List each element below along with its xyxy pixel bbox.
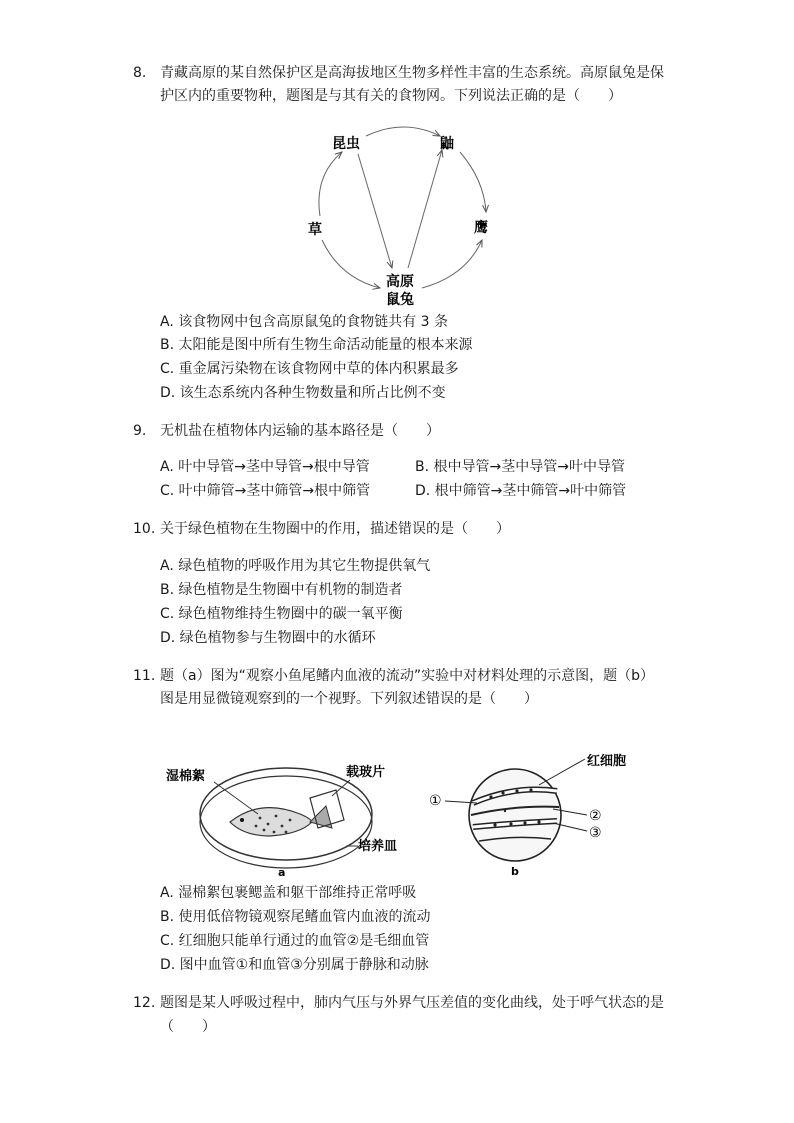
q10-option-a: A. 绿色植物的呼吸作用为其它生物提供氧气: [160, 558, 431, 574]
label-cotton: 湿棉絮: [166, 769, 206, 784]
label-a: a: [278, 866, 286, 879]
q8-stem-line2: 护区内的重要物种，题图是与其有关的食物网。下列说法正确的是（ ）: [160, 88, 622, 104]
leader-slide: [332, 780, 350, 796]
arrow-insect-weasel: [366, 127, 440, 136]
q11-number: 11.: [133, 668, 156, 684]
q9-option-a: A. 叶中导管→茎中导管→根中导管: [160, 459, 370, 475]
q10-number: 10.: [133, 521, 156, 537]
q9-option-c: C. 叶中筛管→茎中筛管→根中筛管: [160, 483, 371, 499]
q11-stem-line2: 图是用显微镜观察到的一个视野。下列叙述错误的是（ ）: [160, 691, 538, 707]
q8-option-a: A. 该食物网中包含高原鼠兔的食物链共有 3 条: [160, 314, 449, 330]
arrow-insect-pika: [358, 154, 392, 268]
node-eagle: 鹰: [474, 220, 488, 236]
label-vessel-1: ①: [429, 793, 442, 809]
node-insect: 昆虫: [332, 136, 360, 152]
q9-option-b: B. 根中导管→茎中导管→叶中导管: [415, 459, 625, 475]
arrow-pika-weasel: [408, 150, 442, 268]
label-slide: 载玻片: [346, 765, 386, 780]
arrow-pika-eagle: [422, 240, 482, 288]
node-pika-line1: 高原: [386, 274, 414, 290]
q10-option-b: B. 绿色植物是生物圈中有机物的制造者: [160, 582, 403, 598]
figure-a-petri-dish: [160, 748, 410, 880]
arrow-grass-pika: [322, 240, 380, 288]
arrow-weasel-eagle: [460, 152, 486, 212]
fish-eye: [240, 818, 244, 822]
q11-option-a: A. 湿棉絮包裹鳃盖和躯干部维持正常呼吸: [160, 885, 417, 901]
q12-number: 12.: [133, 995, 156, 1011]
food-web-diagram: [300, 118, 510, 310]
q8-stem-line1: 青藏高原的某自然保护区是高海拔地区生物多样性丰富的生态系统。高原鼠兔是保: [160, 65, 664, 81]
q9-option-d: D. 根中筛管→茎中筛管→叶中筛管: [415, 483, 627, 499]
q11-option-b: B. 使用低倍物镜观察尾鳍血管内血液的流动: [160, 909, 431, 925]
q10-option-c: C. 绿色植物维持生物圈中的碳一氧平衡: [160, 606, 403, 622]
arrow-grass-insect: [319, 152, 342, 216]
label-rbc: 红细胞: [587, 754, 627, 769]
node-grass: 草: [308, 222, 322, 238]
figure-b-microscope-field: [425, 745, 665, 880]
label-vessel-2: ②: [589, 808, 602, 824]
q8-option-c: C. 重金属污染物在该食物网中草的体内积累最多: [160, 361, 459, 377]
label-dish: 培养皿: [358, 839, 398, 854]
q12-stem-line2: （ ）: [160, 1019, 216, 1035]
field-of-view: [469, 769, 561, 861]
leader-rbc: [539, 759, 585, 785]
q11-option-c: C. 红细胞只能单行通过的血管②是毛细血管: [160, 933, 430, 949]
leader-cotton: [214, 782, 258, 814]
q8-number: 8.: [133, 65, 147, 81]
q11-stem-line1: 题（a）图为“观察小鱼尾鳍内血液的流动”实验中对材料处理的示意图，题（b）: [160, 668, 654, 684]
q8-option-d: D. 该生态系统内各种生物数量和所占比例不变: [160, 385, 446, 401]
q9-stem: 无机盐在植物体内运输的基本路径是（ ）: [160, 423, 440, 439]
label-vessel-3: ③: [589, 825, 602, 841]
q11-option-d: D. 图中血管①和血管③分别属于静脉和动脉: [160, 957, 429, 973]
node-weasel: 鼬: [440, 136, 454, 152]
node-pika-line2: 鼠兔: [386, 292, 414, 308]
q10-option-d: D. 绿色植物参与生物圈中的水循环: [160, 630, 376, 646]
q8-option-b: B. 太阳能是图中所有生物生命活动能量的根本来源: [160, 337, 473, 353]
q12-stem-line1: 题图是某人呼吸过程中，肺内气压与外界气压差值的变化曲线，处于呼气状态的是: [160, 995, 664, 1011]
q10-stem: 关于绿色植物在生物圈中的作用，描述错误的是（ ）: [160, 521, 510, 537]
label-b: b: [511, 865, 519, 878]
q9-number: 9.: [133, 423, 147, 439]
